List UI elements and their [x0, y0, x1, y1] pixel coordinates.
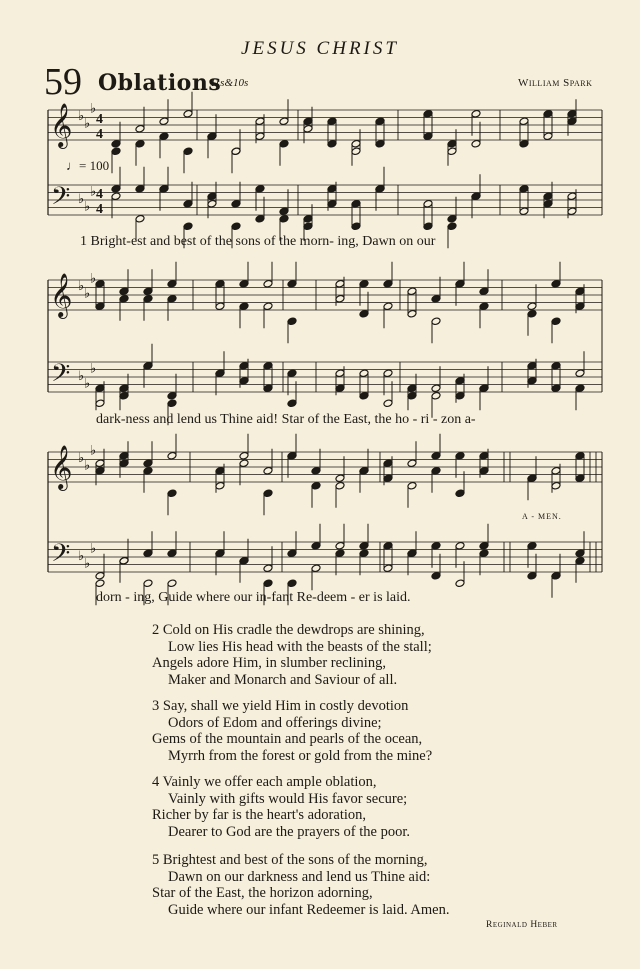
verse-line: Guide where our infant Redeemer is laid. Amen.	[168, 901, 450, 918]
note-head	[543, 192, 553, 201]
note-head	[143, 459, 153, 468]
note-head	[183, 222, 193, 231]
note-head	[551, 279, 561, 288]
lyric-line-1: 1 Bright-est and best of the sons of the morn- ing, Dawn on our	[80, 234, 436, 249]
note-head	[383, 399, 393, 408]
note-head	[167, 294, 177, 303]
note-head	[335, 279, 345, 288]
note-head	[543, 109, 553, 118]
note-head	[143, 466, 153, 475]
note-head	[407, 459, 417, 468]
note-head	[431, 466, 441, 475]
hymn-number: 59	[44, 61, 82, 103]
note-head	[303, 222, 313, 231]
note-head	[311, 466, 321, 475]
flat-icon: ♭	[90, 540, 97, 556]
note-head	[135, 124, 145, 133]
note-head	[351, 139, 361, 148]
note-head	[167, 279, 177, 288]
note-head	[287, 549, 297, 558]
verse-3	[152, 698, 432, 764]
note-head	[119, 556, 129, 565]
note-head	[327, 199, 337, 208]
note-head	[423, 109, 433, 118]
note-head	[375, 139, 385, 148]
time-signature: 4	[96, 127, 103, 142]
flat-icon: ♭	[78, 191, 85, 206]
note-head	[279, 207, 289, 216]
flat-icon: ♭	[78, 108, 85, 123]
note-head	[263, 302, 273, 311]
note-head	[447, 214, 457, 223]
note-head	[455, 451, 465, 460]
note-head	[231, 222, 241, 231]
verse-line: Gems of the mountain and pearls of the ocean,	[152, 731, 423, 747]
note-head	[351, 222, 361, 231]
note-head	[335, 541, 345, 550]
treble-clef-icon: 𝄞	[50, 273, 73, 317]
note-head	[287, 279, 297, 288]
note-head	[383, 279, 393, 288]
flat-icon: ♭	[90, 100, 97, 116]
verse-5	[152, 852, 449, 918]
flat-icon: ♭	[78, 368, 85, 383]
note-head	[471, 109, 481, 118]
note-head	[167, 451, 177, 460]
note-head	[479, 302, 489, 311]
note-head	[255, 117, 265, 126]
note-head	[575, 556, 585, 565]
note-head	[407, 287, 417, 296]
note-head	[383, 541, 393, 550]
note-head	[311, 564, 321, 573]
hymn-meter: 11s&10s	[210, 77, 249, 89]
verse-line: Low lies His head with the beasts of the stall;	[168, 638, 432, 655]
note-head	[431, 451, 441, 460]
note-head	[359, 549, 369, 558]
note-head	[479, 451, 489, 460]
note-head	[95, 579, 105, 588]
note-head	[287, 369, 297, 378]
note-head	[407, 481, 417, 490]
note-head	[551, 317, 561, 326]
note-head	[359, 391, 369, 400]
note-head	[183, 199, 193, 208]
verse-line: 3 Say, shall we yield Him in costly devotion	[152, 698, 409, 714]
note-head	[239, 451, 249, 460]
note-head	[527, 571, 537, 580]
bass-clef-icon: 𝄢	[51, 182, 71, 217]
note-head	[447, 139, 457, 148]
note-head	[423, 222, 433, 231]
verse-line: Star of the East, the horizon adorning,	[152, 885, 373, 901]
verse-line: Angels adore Him, in slumber reclining,	[152, 655, 386, 671]
verse-line: Dearer to God are the prayers of the poor.	[168, 823, 410, 840]
note-head	[551, 466, 561, 475]
note-head	[407, 309, 417, 318]
note-head	[255, 214, 265, 223]
note-head	[303, 117, 313, 126]
note-head	[359, 279, 369, 288]
note-head	[263, 279, 273, 288]
note-head	[287, 579, 297, 588]
treble-clef-icon: 𝄞	[50, 445, 73, 489]
flat-icon: ♭	[84, 115, 91, 131]
flat-icon: ♭	[84, 457, 91, 473]
note-head	[543, 199, 553, 208]
staff-systems	[48, 110, 602, 572]
note-head	[423, 132, 433, 141]
note-head	[135, 139, 145, 148]
note-head	[335, 474, 345, 483]
note-head	[479, 541, 489, 550]
flat-icon: ♭	[90, 183, 97, 199]
note-head	[95, 459, 105, 468]
page-section-title: JESUS CHRIST	[241, 38, 399, 59]
note-head	[143, 579, 153, 588]
note-head	[375, 117, 385, 126]
note-head	[567, 207, 577, 216]
note-head	[575, 302, 585, 311]
verse-line: 4 Vainly we offer each ample oblation,	[152, 774, 377, 790]
note-head	[567, 109, 577, 118]
notes	[50, 92, 585, 606]
note-head	[111, 184, 121, 193]
amen-label: A - MEN.	[522, 512, 562, 521]
note-head	[135, 214, 145, 223]
note-head	[335, 481, 345, 490]
time-signature: 4	[96, 112, 103, 127]
note-head	[311, 541, 321, 550]
note-head	[167, 399, 177, 408]
note-head	[431, 317, 441, 326]
note-head	[239, 459, 249, 468]
note-head	[207, 199, 217, 208]
note-head	[479, 549, 489, 558]
note-head	[255, 184, 265, 193]
note-head	[303, 124, 313, 133]
note-head	[279, 139, 289, 148]
note-head	[119, 459, 129, 468]
note-head	[263, 466, 273, 475]
flat-icon: ♭	[90, 270, 97, 286]
note-head	[95, 384, 105, 393]
flat-icon: ♭	[84, 198, 91, 214]
note-head	[551, 361, 561, 370]
note-head	[263, 564, 273, 573]
note-head	[255, 132, 265, 141]
note-head	[519, 184, 529, 193]
note-head	[447, 222, 457, 231]
verse-4	[152, 774, 410, 840]
note-head	[351, 147, 361, 156]
author-credit: Reginald Heber	[486, 920, 558, 930]
note-head	[143, 287, 153, 296]
note-head	[479, 287, 489, 296]
flat-icon: ♭	[90, 442, 97, 458]
note-head	[143, 361, 153, 370]
note-head	[527, 361, 537, 370]
note-head	[231, 147, 241, 156]
note-head	[95, 571, 105, 580]
note-head	[359, 369, 369, 378]
note-head	[431, 384, 441, 393]
note-head	[567, 117, 577, 126]
note-head	[431, 571, 441, 580]
note-head	[407, 391, 417, 400]
note-head	[431, 541, 441, 550]
time-signature: 4	[96, 187, 103, 202]
note-head	[231, 199, 241, 208]
note-head	[159, 117, 169, 126]
note-head	[135, 184, 145, 193]
note-head	[95, 302, 105, 311]
note-head	[447, 147, 457, 156]
note-head	[527, 541, 537, 550]
note-head	[335, 294, 345, 303]
note-head	[263, 579, 273, 588]
note-head	[119, 294, 129, 303]
note-head	[567, 192, 577, 201]
note-head	[263, 489, 273, 498]
note-head	[279, 214, 289, 223]
note-head	[527, 376, 537, 385]
verse-line: Vainly with gifts would His favor secure;	[168, 790, 408, 807]
note-head	[119, 287, 129, 296]
note-head	[327, 117, 337, 126]
lyric-line-3: dorn - ing, Guide where our in-fant Re-deem - er is laid.	[96, 590, 411, 605]
verse-line: 2 Cold on His cradle the dewdrops are shining,	[152, 622, 425, 638]
note-head	[455, 579, 465, 588]
note-head	[111, 147, 121, 156]
note-head	[327, 184, 337, 193]
treble-clef-icon: 𝄞	[50, 103, 73, 147]
note-head	[111, 192, 121, 201]
flat-icon: ♭	[84, 555, 91, 571]
note-head	[311, 481, 321, 490]
note-head	[279, 117, 289, 126]
verse-line: Odors of Edom and offerings divine;	[168, 714, 382, 731]
note-head	[423, 199, 433, 208]
note-head	[519, 207, 529, 216]
note-head	[519, 117, 529, 126]
quarter-note-icon: ♩	[66, 158, 79, 173]
note-head	[215, 549, 225, 558]
note-head	[183, 147, 193, 156]
note-head	[575, 384, 585, 393]
note-head	[431, 391, 441, 400]
note-head	[287, 317, 297, 326]
note-head	[407, 384, 417, 393]
note-head	[575, 369, 585, 378]
flat-icon: ♭	[78, 278, 85, 293]
note-head	[455, 489, 465, 498]
verse-line: 5 Brightest and best of the sons of the morning,	[152, 852, 428, 868]
flat-icon: ♭	[84, 375, 91, 391]
bass-clef-icon: 𝄢	[51, 359, 71, 394]
note-head	[215, 302, 225, 311]
flat-icon: ♭	[78, 450, 85, 465]
note-head	[519, 139, 529, 148]
note-head	[239, 302, 249, 311]
note-head	[575, 287, 585, 296]
note-head	[207, 192, 217, 201]
note-head	[383, 369, 393, 378]
note-head	[527, 302, 537, 311]
hymn-tune-name: Oblations	[98, 70, 222, 96]
verse-2	[152, 622, 432, 688]
note-head	[119, 384, 129, 393]
note-head	[159, 132, 169, 141]
note-head	[359, 541, 369, 550]
note-head	[167, 489, 177, 498]
flat-icon: ♭	[90, 360, 97, 376]
note-head	[207, 132, 217, 141]
composer-credit: William Spark	[518, 77, 593, 89]
note-head	[95, 466, 105, 475]
note-head	[119, 451, 129, 460]
note-head	[287, 399, 297, 408]
note-head	[167, 579, 177, 588]
verse-line: Maker and Monarch and Saviour of all.	[168, 671, 398, 688]
flat-icon: ♭	[84, 285, 91, 301]
note-head	[143, 294, 153, 303]
note-head	[167, 549, 177, 558]
note-head	[167, 391, 177, 400]
note-head	[575, 549, 585, 558]
note-head	[183, 109, 193, 118]
tempo-marking: ♩= 100	[66, 158, 110, 173]
note-head	[335, 384, 345, 393]
verse-line: Richer by far is the heart's adoration,	[152, 807, 366, 823]
note-head	[455, 391, 465, 400]
note-head	[95, 279, 105, 288]
note-head	[303, 214, 313, 223]
note-head	[95, 399, 105, 408]
note-head	[455, 376, 465, 385]
note-head	[215, 466, 225, 475]
note-head	[479, 466, 489, 475]
note-head	[383, 474, 393, 483]
note-head	[543, 132, 553, 141]
note-head	[359, 309, 369, 318]
note-head	[431, 294, 441, 303]
note-head	[215, 279, 225, 288]
note-head	[215, 481, 225, 490]
time-signature: 4	[96, 202, 103, 217]
note-head	[383, 459, 393, 468]
note-head	[159, 184, 169, 193]
note-head	[575, 474, 585, 483]
note-head	[471, 139, 481, 148]
note-head	[455, 541, 465, 550]
note-head	[351, 199, 361, 208]
note-head	[383, 564, 393, 573]
note-head	[335, 369, 345, 378]
bass-clef-icon: 𝄢	[51, 539, 71, 574]
note-head	[119, 391, 129, 400]
note-head	[239, 279, 249, 288]
lyric-line-2: dark-ness and lend us Thine aid! Star of the East, the ho - ri - zon a-	[96, 412, 476, 427]
note-head	[551, 384, 561, 393]
note-head	[527, 309, 537, 318]
note-head	[143, 549, 153, 558]
note-head	[335, 549, 345, 558]
note-head	[383, 302, 393, 311]
verse-line: Myrrh from the forest or gold from the mine?	[168, 747, 433, 764]
note-head	[239, 376, 249, 385]
note-head	[575, 451, 585, 460]
note-head	[327, 139, 337, 148]
verse-line: Dawn on our darkness and lend us Thine aid:	[168, 868, 431, 885]
flat-icon: ♭	[78, 548, 85, 563]
note-head	[111, 139, 121, 148]
note-head	[263, 361, 273, 370]
note-head	[551, 481, 561, 490]
note-head	[239, 361, 249, 370]
note-head	[263, 384, 273, 393]
